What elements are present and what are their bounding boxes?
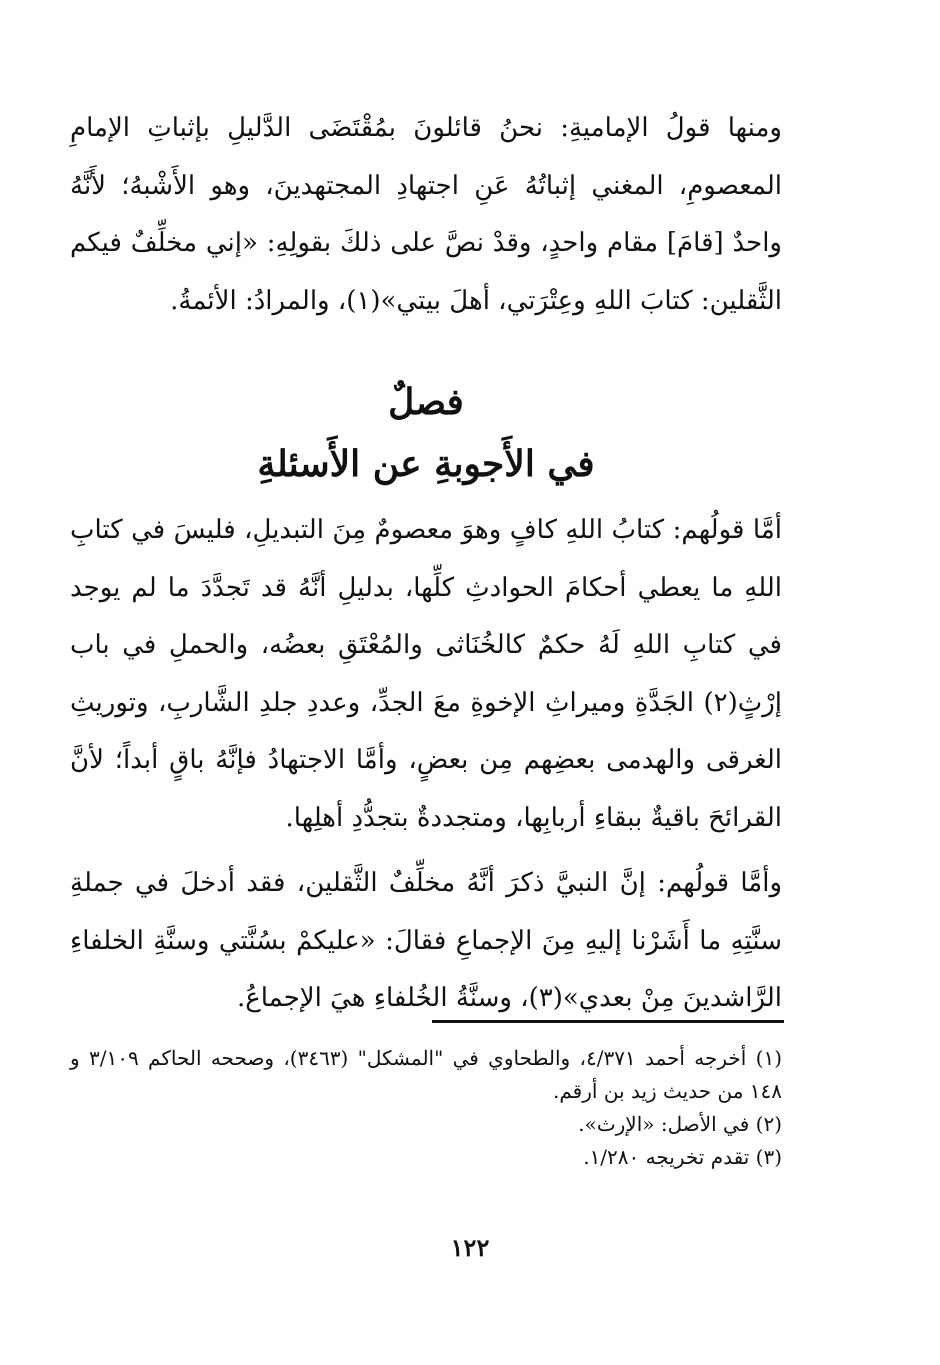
body-paragraph: أمَّا قولُهم: كتابُ اللهِ كافٍ وهوَ معصومٌ مِنَ التبديلِ، فليسَ في كتابِ اللهِ ما يعطي أحكامَ الحوادثِ كلِّها، بدليلِ أنَّهُ قد تَجدَّدَ ما لم يوجد في كتابِ اللهِ لَهُ حكمٌ كالخُنَاثى والمُعْتَقِ بعضُه، والحملِ في باب إرْثٍ(٢) الجَدَّةِ وميراثِ الإخوةِ معَ الجدِّ، وعددِ جلدِ الشَّاربِ، وتوريثِ الغرقى والهدمى بعضِهم مِن بعضٍ، وأمَّا الاجتهادُ فإنَّهُ باقٍ أبداً؛ لأنَّ القرائحَ باقيةٌ ببقاءِ أربابِها، ومتجددةٌ بتجدُّدِ أهلِها. <box>70 515 782 833</box>
page-number: ١٢٢ <box>450 1233 490 1262</box>
section-subtitle: في الأَجوبةِ عن الأَسئلةِ <box>257 443 595 485</box>
footnote-item: (١) أخرجه أحمد ٤/٣٧١، والطحاوي في "المشكل" (٣٤٦٣)، وصححه الحاكم ٣/١٠٩ و ١٤٨ من حديث زيد بن أرقم. <box>70 1046 783 1103</box>
section-heading <box>70 372 782 496</box>
section-title: فصلٌ <box>388 381 464 423</box>
footnote-item: (٣) تقدم تخريجه ١/٢٨٠. <box>583 1145 782 1169</box>
footnotes <box>70 1042 782 1174</box>
footnote-item: (٢) في الأصل: «الإرث». <box>578 1112 782 1136</box>
page-body <box>70 100 782 1028</box>
body-paragraph: وأمَّا قولُهم: إنَّ النبيَّ ذكرَ أنَّهُ مخلِّفٌ الثَّقلين، فقد أدخلَ في جملةِ سنَّتِهِ ما أَشَرْنا إليهِ مِنَ الإجماعِ فقالَ: «عليكمْ بسُنَّتي وسنَّةِ الخلفاءِ الرَّاشدينَ مِنْ بعدي»(٣)، وسنَّةُ الخُلفاءِ هيَ الإجماعُ. <box>70 868 782 1013</box>
footnote-separator <box>432 1020 784 1023</box>
intro-paragraph: ومنها قولُ الإماميةِ: نحنُ قائلونَ بمُقْتَضَى الدَّليلِ بإثباتِ الإمامِ المعصومِ، المغني إثباتُهُ عَنِ اجتهادِ المجتهدينَ، وهو الأَشْبهُ؛ لأَنَّهُ واحدٌ [قامَ] مقام واحدٍ، وقدْ نصَّ على ذلكَ بقولِهِ: «إني مخلِّفٌ فيكم الثَّقلين: كتابَ اللهِ وعِتْرَتي، أهلَ بيتي»(١)، والمرادُ: الأئمةُ. <box>70 113 782 316</box>
